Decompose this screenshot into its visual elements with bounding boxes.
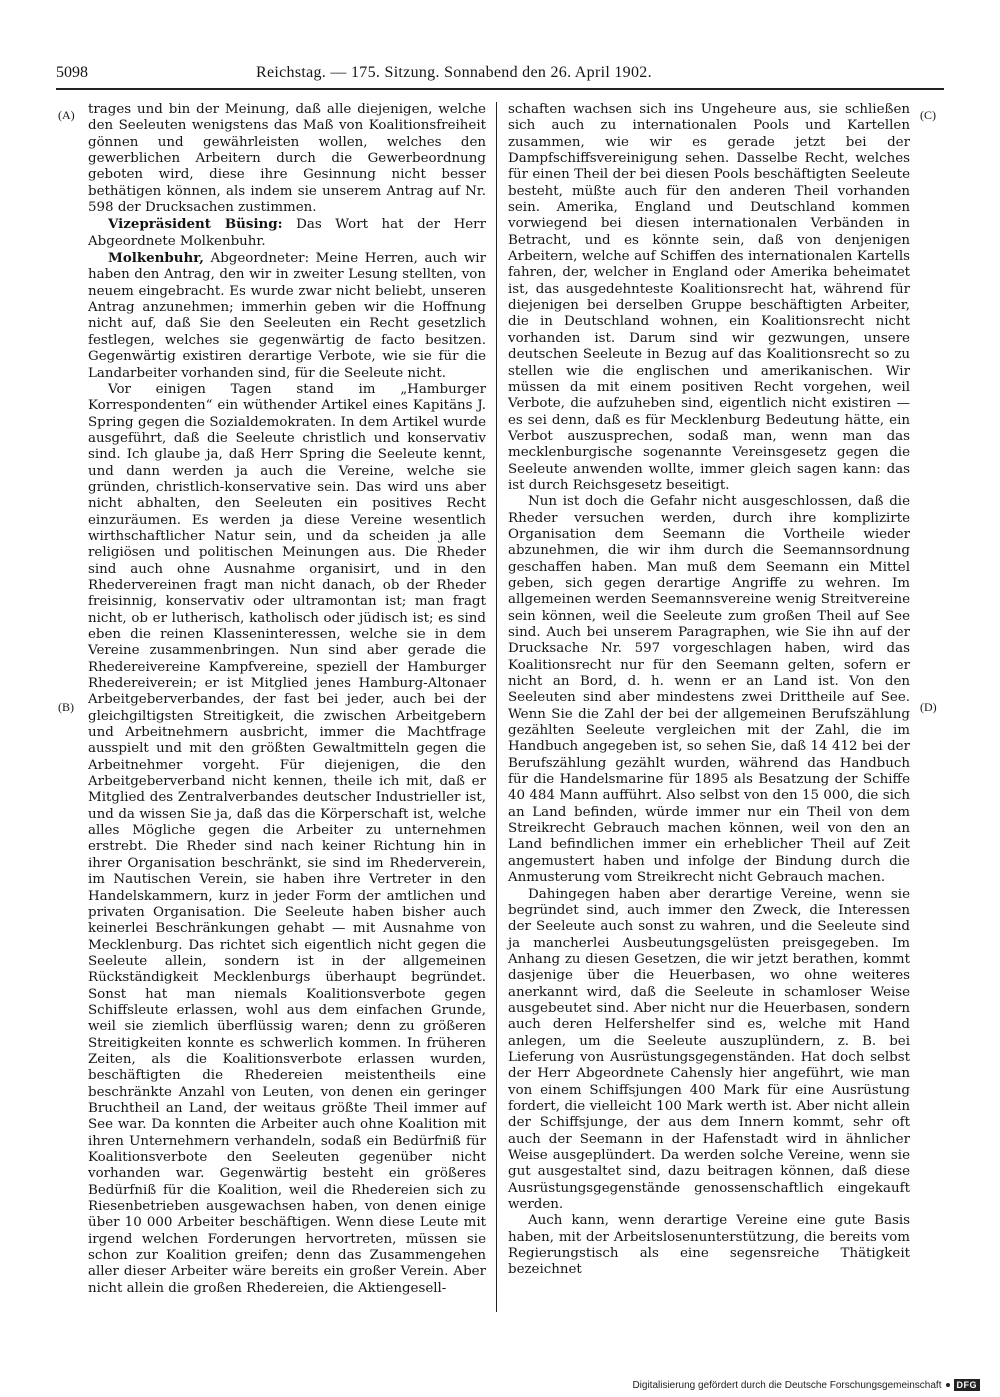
margin-mark-d: (D) bbox=[920, 700, 937, 714]
speaker-name: Molkenbuhr, bbox=[108, 250, 204, 267]
paragraph: trages und bin der Meinung, daß alle diejenigen, welche den Seeleuten wenigstens das Maß von Koalitionsfreiheit gönnen und gewährleisten wollen, welches den gewerblichen Arbeitern durch die Gewerbeordnung geboten wird, diese ihre Gesinnung nicht besser bethätigen können, als indem sie unserem Antrag auf Nr. 598 der Drucksachen zustimmen. bbox=[88, 102, 486, 216]
column-divider bbox=[496, 102, 497, 1312]
page-number: 5098 bbox=[56, 64, 88, 81]
margin-mark-c: (C) bbox=[920, 108, 936, 122]
left-column bbox=[88, 102, 486, 1297]
dfg-logo: DFG bbox=[954, 1379, 981, 1391]
paragraph: Nun ist doch die Gefahr nicht ausgeschlossen, daß die Rheder versuchen werden, durch ihre komplizirte Organisation dem Seemann die Vortheile wieder abzunehmen, die wir ihm durch die Seemannsordnung geschaffen haben. Man muß dem Seemann ein Mittel geben, sich gegen derartige Angriffe zu wehren. Im allgemeinen werden Seemannsvereine wenig Streitvereine sein können, weil die Seeleute zum großen Theil auf See sind. Auch bei unserem Paragraphen, wie Sie ihn auf der Drucksache Nr. 597 vorgeschlagen haben, wird das Koalitionsrecht nur für den Seemann gelten, sofern er nicht an Bord, d. h. wenn er an Land ist. Von den Seeleuten sind aber mindestens zwei Drittheile auf See. Wenn Sie die Zahl der bei der allgemeinen Berufszählung gezählten Seeleute vergleichen mit der Zahl, die im Handbuch angegeben ist, so sehen Sie, daß 14 412 bei der Berufszählung gezählt wurden, während das Handbuch für die Handelsmarine für 1895 als Besatzung der Schiffe 40 484 Mann aufführt. Also selbst von den 15 000, die sich an Land befinden, würde immer nur ein Theil von dem Streikrecht Gebrauch machen können, weil von den an Land befindlichen immer ein erheblicher Theil auf Zeit angemustert haben und infolge der Bindung durch die Anmusterung vom Streikrecht nicht Gebrauch machen. bbox=[508, 494, 910, 886]
margin-mark-b: (B) bbox=[58, 700, 74, 714]
header-rule bbox=[56, 88, 944, 90]
paragraph bbox=[88, 216, 486, 250]
paragraph: schaften wachsen sich ins Ungeheure aus, sie schließen sich auch zu internationalen Pools und Kartellen zusammen, wie wir es gerade jetzt bei der Dampfschiffsvereinigung sehen. Dasselbe Recht, welches für einen Theil der bei diesen Pools beschäftigten Seeleute besteht, müßte auch für den anderen Theil vorhanden sein. Amerika, England und Deutschland kommen vorwiegend bei diesen internationalen Verbänden in Betracht, und es könnte sein, daß von denjenigen Arbeitern, welche auf Schiffen des internationalen Kartells fahren, der, welcher in England oder Amerika beheimatet ist, das ausgedehnteste Koalitionsrecht hat, während für diejenigen bei derselben Gruppe beschäftigten Arbeiter, die in Deutschland wohnen, ein Koalitionsrecht nicht vorhanden ist. Darum sind wir gezwungen, unsere deutschen Seeleute in Bezug auf das Koalitionsrecht so zu stellen wie die englischen und amerikanischen. Wir müssen da mit einem positiven Recht vorgehen, weil Verbote, die aufzuheben sind, eigentlich nicht existiren — es sei denn, daß es für Mecklenburg Bedeutung hätte, ein Verbot auszusprechen, sodaß man, wenn man das mecklenburgische sogenannte Vereinsgesetz gegen die Seeleute anwenden wollte, immer gleich sagen kann: das ist durch Reichsgesetz beseitigt. bbox=[508, 102, 910, 493]
digitization-footer bbox=[632, 1377, 980, 1393]
paragraph bbox=[88, 250, 486, 382]
right-column bbox=[508, 102, 910, 1279]
paragraph: Auch kann, wenn derartige Vereine eine gute Basis haben, mit der Arbeitslosenunterstützung, die bereits vom Regierungstisch als eine segensreiche Thätigkeit bezeichnet bbox=[508, 1213, 910, 1278]
speaker-name: Vizepräsident Büsing: bbox=[108, 216, 283, 233]
bullet-icon bbox=[946, 1383, 950, 1387]
margin-mark-a: (A) bbox=[58, 108, 75, 122]
running-head: Reichstag. — 175. Sitzung. Sonnabend den 26. April 1902. bbox=[256, 64, 652, 81]
paragraph: Vor einigen Tagen stand im „Hamburger Korrespondenten“ ein wüthender Artikel eines Kapitäns J. Spring gegen die Sozialdemokraten. In dem Artikel wurde ausgeführt, daß die Seeleute christlich und konservativ sind. Ich glaube ja, daß Herr Spring die Seeleute kennt, und dann werden ja auch die Vereine, welche sie gründen, christlich-konservative sein. Das wird uns aber nicht abhalten, den Seeleuten ein positives Recht einzuräumen. Es werden ja diese Vereine wesentlich wirthschaftlicher Natur sein, und da scheiden ja alle religiösen und politischen Meinungen aus. Die Rheder sind auch ohne Ausnahme organisirt, und in den Rhedervereinen fragt man nicht danach, ob der Rheder freisinnig, konservativ oder ultramontan ist; man fragt nicht, ob er lutherisch, katholisch oder jüdisch ist; es sind eben die reinen Klasseninteressen, welche sie in dem Vereine zusammenbringen. Nun sind aber gerade die Rhedereivereine Kampfvereine, speziell der Hamburger Rhedereiverein; er ist Mitglied jenes Hamburg-Altonaer Arbeitgeberverbandes, der fast bei jeder, auch bei der gleichgiltigsten Streitigkeit, die zwischen Arbeitgebern und Arbeitnehmern ausbricht, immer die Machtfrage ausspielt und mit den größten Gewaltmitteln gegen die Arbeitnehmer vorgeht. Für diejenigen, die den Arbeitgeberverband nicht kennen, theile ich mit, daß er Mitglied des Zentralverbandes deutscher Industrieller ist, und da wissen Sie ja, daß das die Körperschaft ist, welche alles Mögliche gegen die Arbeiter zu unternehmen erstrebt. Die Rheder sind nach keiner Richtung hin in ihrer Organisation beschränkt, sie sind im Rhederverein, im Nautischen Verein, sie haben ihre Vertreter in den Handelskammern, kurz in jeder Form der amtlichen und privaten Organisation. Die Seeleute haben bisher auch keinerlei Beschränkungen gehabt — mit Ausnahme von Mecklenburg. Das richtet sich eigentlich nicht gegen die Seeleute allein, sondern ist in der allgemeinen Rückständigkeit Mecklenburgs überhaupt begründet. Sonst hat man niemals Koalitionsverbote gegen Schiffsleute erlassen, wohl aus dem einfachen Grunde, weil sie ziemlich überflüssig waren; denn zu größeren Streitigkeiten konnte es schwerlich kommen. In früheren Zeiten, als die Koalitionsverbote erlassen wurden, beschäftigten die Rhedereien meistentheils eine beschränkte Anzahl von Leuten, von denen ein geringer Bruchtheil an Land, der weitaus größte Theil immer auf See war. Da konnten die Arbeiter auch ohne Koalition mit ihren Unternehmern verhandeln, sodaß ein Bedürfniß für Koalitionsverbote den Seeleuten gegenüber nicht vorhanden war. Gegenwärtig besteht ein größeres Bedürfniß für die Koalition, weil die Rhedereien sich zu Riesenbetrieben ausgewachsen haben, von denen einige über 10 000 Arbeiter beschäftigen. Wenn diese Leute mit irgend welchen Forderungen hervortreten, müssen sie schon zur Koalition greifen; denn das Zusammengehen aller dieser Arbeiter wäre bereits ein großer Verein. Aber nicht allein die großen Rhedereien, die Aktiengesell- bbox=[88, 381, 486, 1296]
footer-text: Digitalisierung gefördert durch die Deutsche Forschungsgemeinschaft bbox=[632, 1379, 942, 1391]
page-header bbox=[56, 58, 944, 82]
speech-text: Das Wort hat der Herr Abgeordnete Molkenbuhr. bbox=[88, 217, 486, 249]
speech-text: Abgeordneter: Meine Herren, auch wir haben den Antrag, den wir in zweiter Lesung stellten, von neuem eingebracht. Es wurde zwar nicht beliebt, unseren Antrag anzunehmen; immerhin geben wir die Hoffnung nicht auf, daß Sie den Seeleuten ein Recht gesetzlich festlegen, welches sie gegenwärtig de facto besitzen. Gegenwärtig existiren derartige Verbote, wie sie für die Landarbeiter vorhanden sind, für die Seeleute nicht. bbox=[88, 251, 486, 381]
paragraph: Dahingegen haben aber derartige Vereine, wenn sie begründet sind, auch immer den Zweck, die Interessen der Seeleute auch sonst zu wahren, und die Seeleute sind ja mancherlei Ausbeutungsgelüsten preisgegeben. Im Anhang zu diesen Gesetzen, die wir jetzt berathen, kommt dasjenige über die Heuerbasen, wo ohne weiteres anerkannt wird, daß die Seeleute in schamloser Weise ausgebeutet sind. Aber nicht nur die Heuerbasen, sondern auch deren Helfershelfer sind es, welche mit Hand anlegen, um die Seeleute auszuplündern, z. B. bei Lieferung von Ausrüstungsgegenständen. Hat doch selbst der Herr Abgeordnete Cahensly hier angeführt, wie man von einem Schiffsjungen 400 Mark für eine Ausrüstung fordert, die vielleicht 100 Mark werth ist. Aber nicht allein der Schiffsjunge, der aus dem Innern kommt, sehr oft auch der Seemann in der Hafenstadt wird in ähnlicher Weise ausgeplündert. Da werden solche Vereine, wenn sie gut ausgestaltet sind, dazu beitragen können, daß diese Ausrüstungsgegenstände genossenschaftlich eingekauft werden. bbox=[508, 886, 910, 1213]
